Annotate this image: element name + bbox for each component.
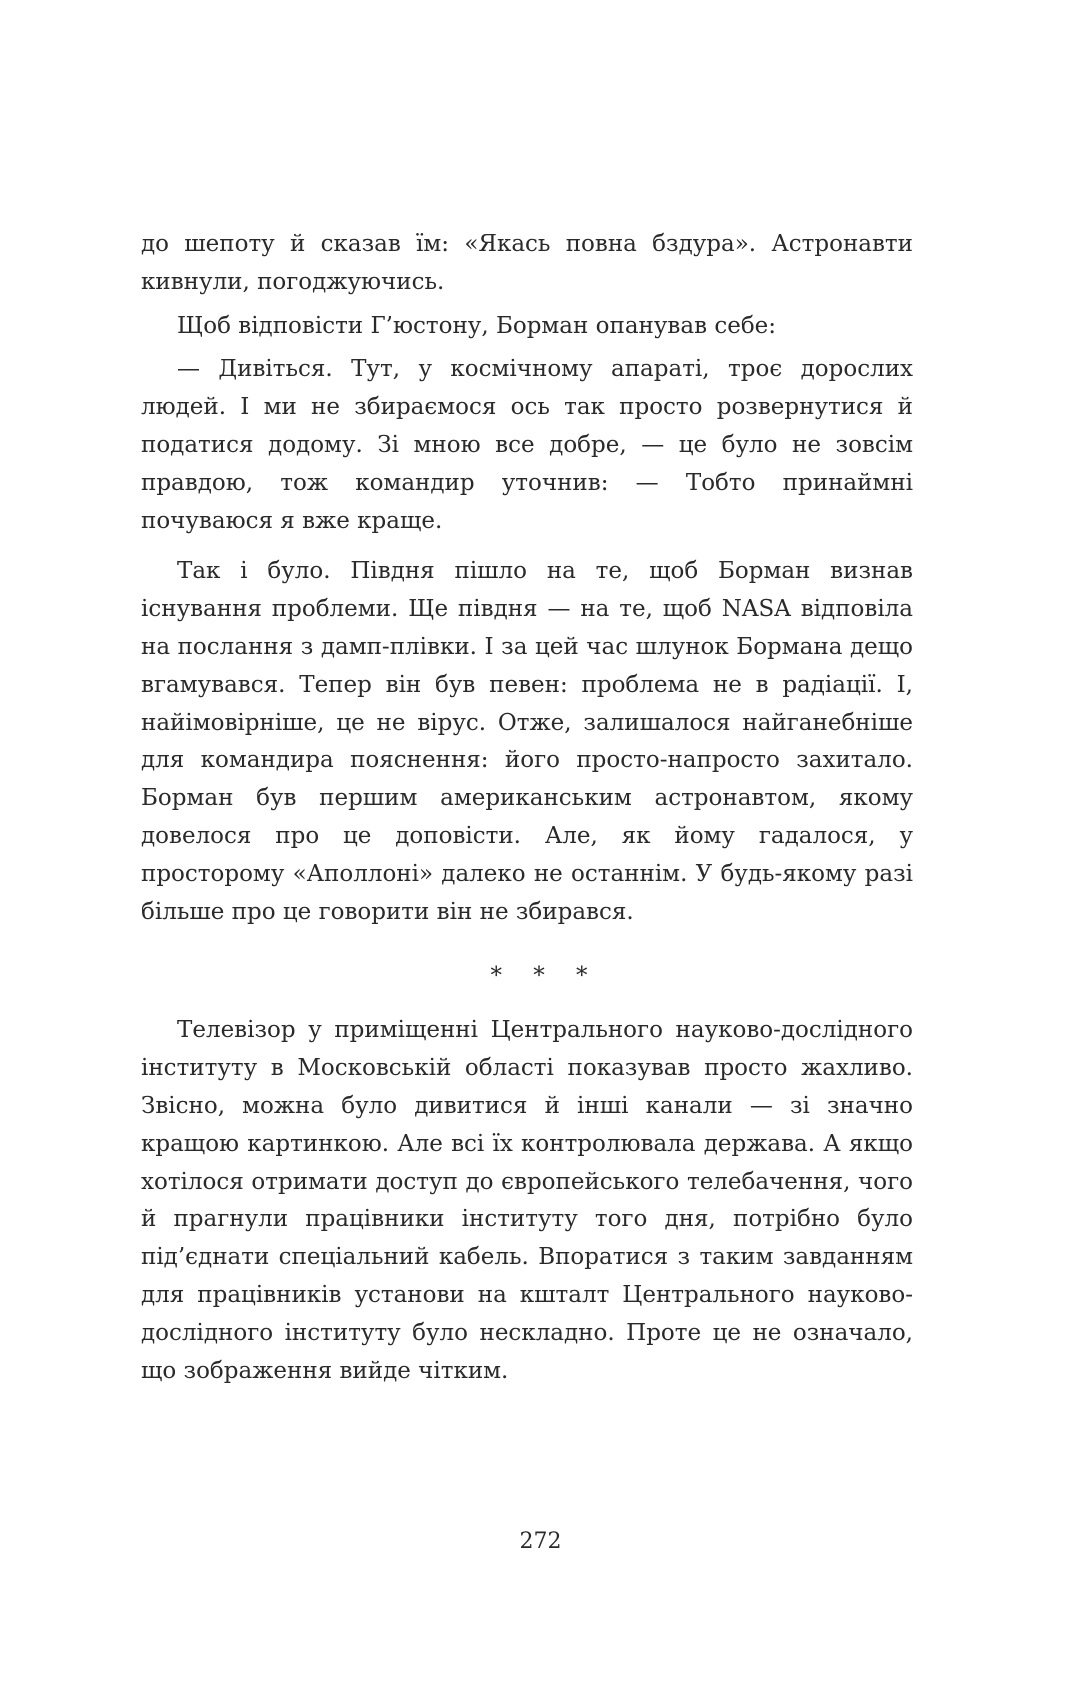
paragraph: Так і було. Півдня пішло на те, щоб Борман визнав існування проблеми. Ще півдня — на те, щоб NASA відповіла на послання з дамп-плівки. І за цей час шлунок Бормана дещо вгамувався. Тепер він був певен: проблема не в радіації. І, найімовірніше, це не вірус. Отже, залишалося найганебніше для командира пояснення: його просто-напросто захитало. Борман був першим американським астронавтом, якому довелося про це доповісти. Але, як йому гадалося, у просторому «Аполлоні» далеко не останнім. У будь-якому разі більше про це говорити він не збирався. <box>141 558 913 925</box>
body-text <box>141 226 913 1403</box>
page-number: 272 <box>519 1529 562 1554</box>
paragraph: Телевізор у приміщенні Центрального науково-дослідного інституту в Московській області показував просто жахливо. Звісно, можна було дивитися й інші канали — зі значно кращою картинкою. Але всі їх контролювала держава. А якщо хотілося отримати доступ до європейського телебачення, чого й прагнули працівники інституту того дня, потрібно було під’єднати спеціальний кабель. Впоратися з таким завданням для працівників установи на кшталт Центрального науково-дослідного інституту було нескладно. Проте це не означало, що зображення вийде чітким. <box>141 1017 913 1384</box>
paragraph: Щоб відповісти Г’юстону, Борман опанував себе: <box>177 312 777 339</box>
paragraph: — Дивіться. Тут, у космічному апараті, троє дорослих людей. І ми не збираємося ось так просто розвернутися й податися додому. Зі мною все добре, — це було не зовсім правдою, тож командир уточнив: — Тобто принаймні почуваюся я вже краще. <box>141 356 913 534</box>
section-separator: * * * <box>490 963 600 990</box>
paragraph: до шепоту й сказав їм: «Якась повна бздура». Астронавти кивнули, погоджуючись. <box>141 231 913 295</box>
